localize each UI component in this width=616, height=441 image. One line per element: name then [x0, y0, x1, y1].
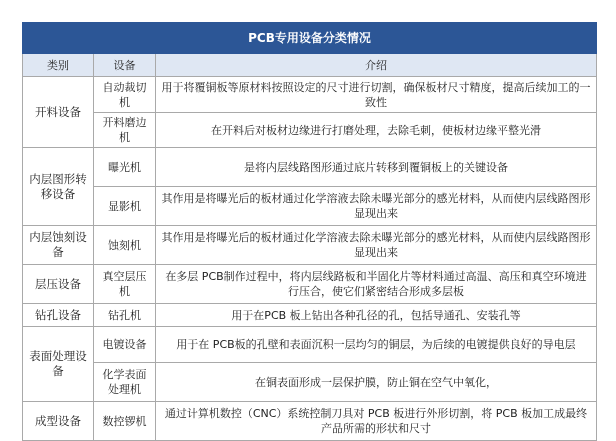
intro-cell: 用于在 PCB板的孔壁和表面沉积一层均匀的铜层，为后续的电镀提供良好的导电层	[156, 327, 597, 363]
pcb-equipment-table	[22, 22, 597, 441]
category-cell: 层压设备	[23, 265, 94, 304]
header-intro: 介绍	[156, 54, 597, 77]
table-row	[23, 148, 597, 187]
intro-cell: 用于将覆铜板等原材料按照设定的尺寸进行切割，确保板材尺寸精度，提高后续加工的一致性	[156, 77, 597, 113]
header-device: 设备	[94, 54, 156, 77]
device-cell: 开料磨边机	[94, 113, 156, 148]
device-cell: 蚀刻机	[94, 226, 156, 265]
intro-cell: 用于在PCB 板上钻出各种孔径的孔，包括导通孔、安装孔等	[156, 304, 597, 327]
device-cell: 真空层压机	[94, 265, 156, 304]
category-cell: 内层图形转移设备	[23, 148, 94, 226]
table-row	[23, 304, 597, 327]
intro-cell: 是将内层线路图形通过底片转移到覆铜板上的关键设备	[156, 148, 597, 187]
table-row	[23, 402, 597, 441]
table-row	[23, 265, 597, 304]
intro-cell: 在多层 PCB制作过程中，将内层线路板和半固化片等材料通过高温、高压和真空环境进行压合，使它们紧密结合形成多层板	[156, 265, 597, 304]
table-row	[23, 77, 597, 113]
intro-cell: 其作用是将曝光后的板材通过化学溶液去除未曝光部分的感光材料，从而使内层线路图形显现出来	[156, 187, 597, 226]
category-cell: 表面处理设备	[23, 327, 94, 402]
category-cell: 内层蚀刻设备	[23, 226, 94, 265]
device-cell: 化学表面处理机	[94, 363, 156, 402]
device-cell: 自动裁切机	[94, 77, 156, 113]
table-row	[23, 226, 597, 265]
device-cell: 显影机	[94, 187, 156, 226]
intro-cell: 在铜表面形成一层保护膜，防止铜在空气中氧化，	[156, 363, 597, 402]
category-cell: 钻孔设备	[23, 304, 94, 327]
table-row	[23, 187, 597, 226]
device-cell: 电镀设备	[94, 327, 156, 363]
intro-cell: 其作用是将曝光后的板材通过化学溶液去除未曝光部分的感光材料，从而使内层线路图形显现出来	[156, 226, 597, 265]
category-cell: 开料设备	[23, 77, 94, 148]
table-row	[23, 327, 597, 363]
intro-cell: 通过计算机数控（CNC）系统控制刀具对 PCB 板进行外形切割，将 PCB 板加工成最终产品所需的形状和尺寸	[156, 402, 597, 441]
intro-cell: 在开料后对板材边缘进行打磨处理，去除毛刺，使板材边缘平整光滑	[156, 113, 597, 148]
device-cell: 曝光机	[94, 148, 156, 187]
table-row	[23, 363, 597, 402]
pcb-equipment-table-container	[22, 22, 596, 441]
category-cell: 成型设备	[23, 402, 94, 441]
device-cell: 数控锣机	[94, 402, 156, 441]
device-cell: 钻孔机	[94, 304, 156, 327]
header-category: 类别	[23, 54, 94, 77]
table-row	[23, 113, 597, 148]
table-title: PCB专用设备分类情况	[23, 23, 597, 54]
